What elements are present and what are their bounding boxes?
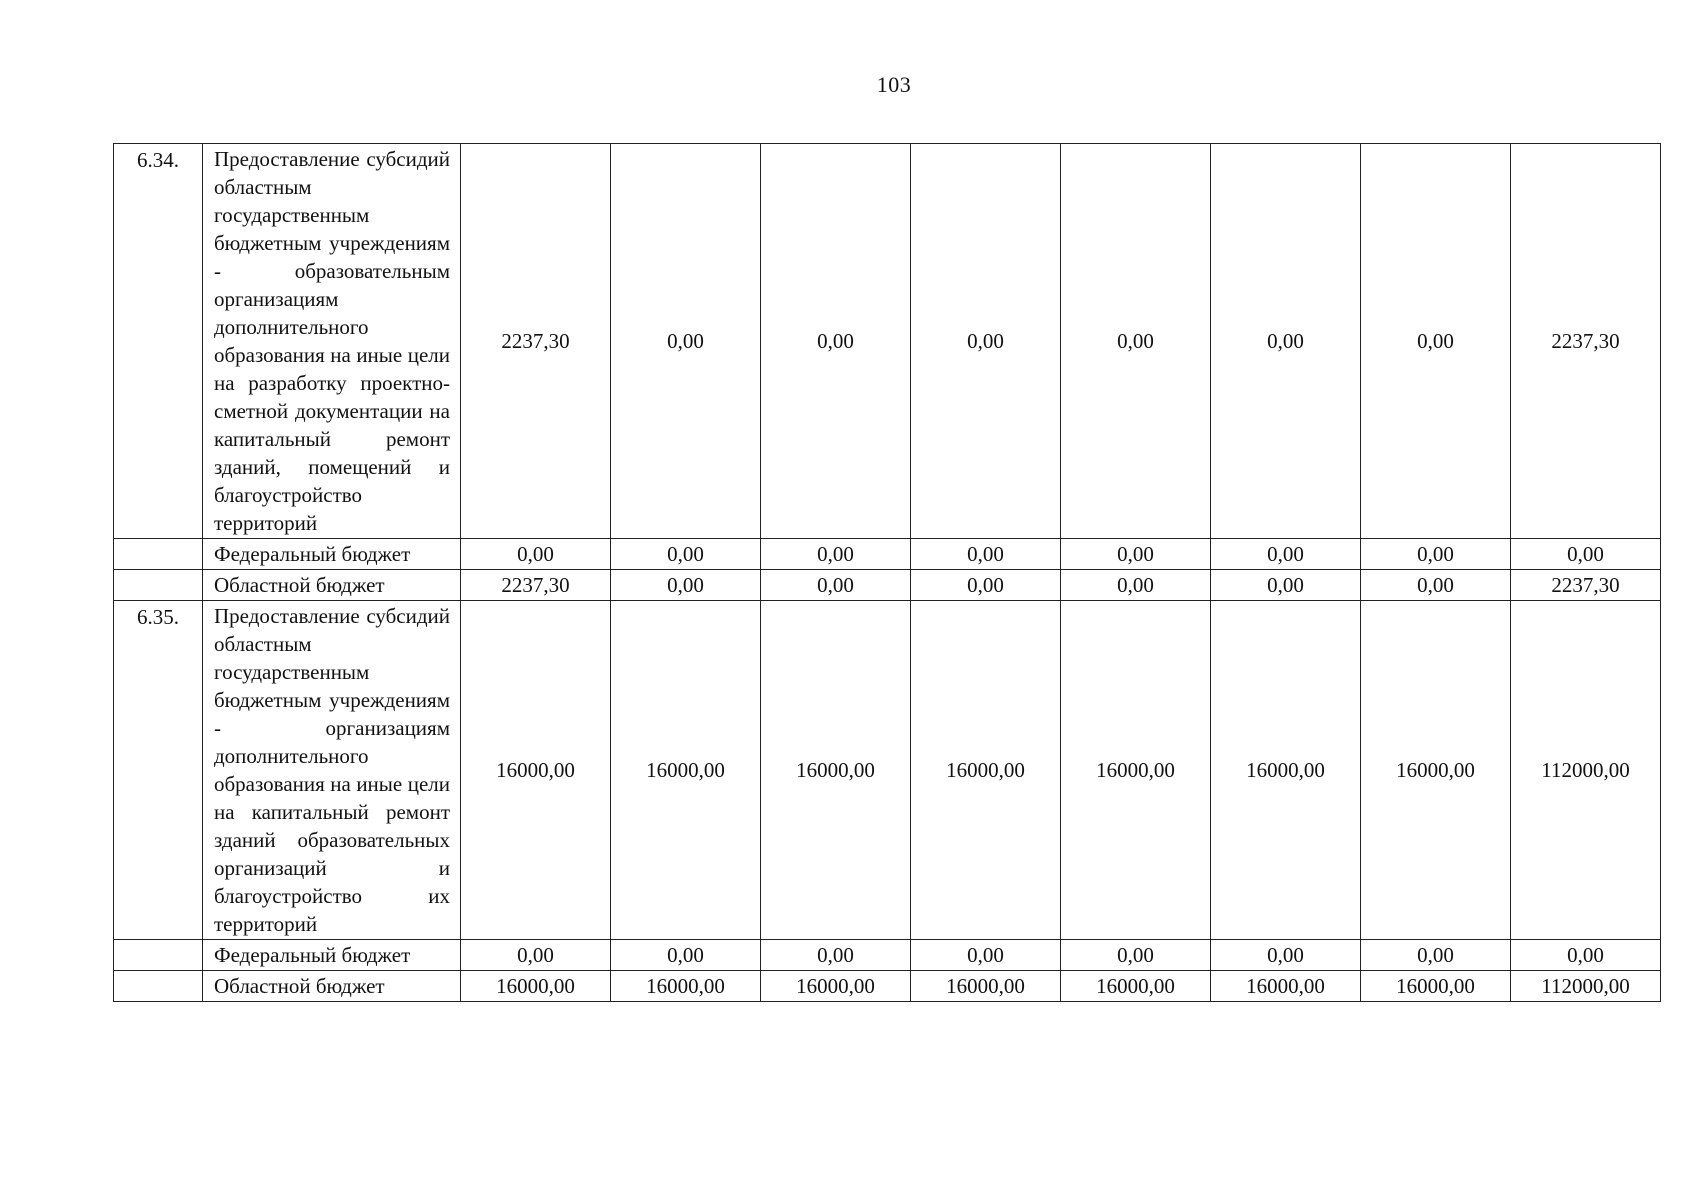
value-cell: 16000,00 [611,601,761,940]
table-row [114,940,1661,971]
value-cell: 0,00 [1061,940,1211,971]
value-cell: 0,00 [761,144,911,539]
table-row [114,570,1661,601]
empty-cell [114,570,203,601]
value-cell: 16000,00 [461,601,611,940]
value-cell: 0,00 [1361,144,1511,539]
total-cell: 0,00 [1511,539,1661,570]
value-cell: 16000,00 [461,971,611,1002]
value-cell: 0,00 [1211,539,1361,570]
value-cell: 0,00 [1211,940,1361,971]
total-cell: 112000,00 [1511,601,1661,940]
value-cell: 16000,00 [1361,601,1511,940]
value-cell: 0,00 [1061,144,1211,539]
budget-source-label: Областной бюджет [203,971,461,1002]
value-cell: 0,00 [761,570,911,601]
value-cell: 0,00 [611,144,761,539]
value-cell: 0,00 [911,570,1061,601]
value-cell: 0,00 [611,570,761,601]
total-cell: 2237,30 [1511,570,1661,601]
budget-source-label: Областной бюджет [203,570,461,601]
page-number: 103 [876,72,912,97]
item-name: Предоставление субсидий областным государственным бюджетным учреждениям - организациям дополнительного образования на иные цели на капитальный ремонт зданий образовательных организаций и благоустройство их территорий [203,601,461,940]
empty-cell [114,940,203,971]
item-name: Предоставление субсидий областным государственным бюджетным учреждениям - образовательным организациям дополнительного образования на иные цели на разработку проектно-сметной документации на капитальный ремонт зданий, помещений и благоустройство территорий [203,144,461,539]
value-cell: 16000,00 [761,971,911,1002]
value-cell: 16000,00 [911,971,1061,1002]
value-cell: 0,00 [1361,570,1511,601]
table-row [114,539,1661,570]
value-cell: 0,00 [1211,144,1361,539]
value-cell: 16000,00 [611,971,761,1002]
value-cell: 16000,00 [1211,971,1361,1002]
value-cell: 16000,00 [911,601,1061,940]
value-cell: 16000,00 [1061,601,1211,940]
value-cell: 0,00 [1361,940,1511,971]
value-cell: 16000,00 [1061,971,1211,1002]
value-cell: 0,00 [461,539,611,570]
value-cell: 0,00 [1211,570,1361,601]
budget-source-label: Федеральный бюджет [203,539,461,570]
value-cell: 2237,30 [461,144,611,539]
value-cell: 16000,00 [1361,971,1511,1002]
empty-cell [114,539,203,570]
value-cell: 16000,00 [1211,601,1361,940]
value-cell: 0,00 [1061,570,1211,601]
value-cell: 16000,00 [761,601,911,940]
value-cell: 0,00 [761,539,911,570]
value-cell: 0,00 [1361,539,1511,570]
value-cell: 0,00 [911,539,1061,570]
empty-cell [114,971,203,1002]
value-cell: 0,00 [1061,539,1211,570]
value-cell: 0,00 [611,539,761,570]
table-row [114,601,1661,940]
value-cell: 0,00 [911,940,1061,971]
item-number: 6.35. [114,601,203,940]
item-number: 6.34. [114,144,203,539]
value-cell: 0,00 [911,144,1061,539]
value-cell: 0,00 [761,940,911,971]
table-row [114,144,1661,539]
total-cell: 0,00 [1511,940,1661,971]
budget-table [113,143,1661,1002]
value-cell: 2237,30 [461,570,611,601]
value-cell: 0,00 [461,940,611,971]
total-cell: 112000,00 [1511,971,1661,1002]
budget-source-label: Федеральный бюджет [203,940,461,971]
total-cell: 2237,30 [1511,144,1661,539]
table-row [114,971,1661,1002]
value-cell: 0,00 [611,940,761,971]
